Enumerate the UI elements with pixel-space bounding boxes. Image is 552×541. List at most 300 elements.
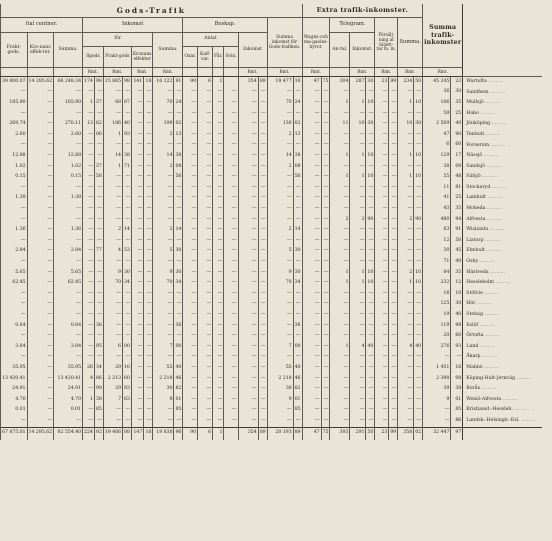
station-label: Sandsjö (466, 163, 485, 169)
table-cell: — (198, 257, 213, 268)
table-cell: — (131, 257, 143, 268)
unit-cell: Rmt. (153, 68, 183, 77)
table-cell: — (224, 268, 238, 279)
table-cell: — (375, 141, 389, 152)
table-cell: 136 (267, 119, 293, 130)
table-cell: 3.84 (1, 342, 28, 353)
table-cell: 13 (83, 119, 95, 130)
table-cell: — (213, 321, 224, 332)
extra-traffic-heading: Extra trafik-inkomster. (302, 4, 423, 18)
table-cell: — (238, 342, 258, 353)
leader-dots: .......... (480, 174, 498, 180)
table-cell: — (1, 109, 28, 120)
table-cell: 30 (414, 119, 423, 130)
table-cell: 2 218 (153, 374, 174, 385)
table-cell: — (350, 88, 366, 99)
table-cell: 174 (83, 77, 95, 88)
table-cell: 70 (153, 278, 174, 289)
table-cell: — (131, 278, 143, 289)
table-cell: — (198, 98, 213, 109)
table-cell: — (1, 236, 28, 247)
table-cell: — (414, 247, 423, 258)
table-cell: — (213, 204, 224, 215)
table-cell: — (27, 225, 54, 236)
station-name (463, 130, 542, 141)
table-cell: — (144, 342, 153, 353)
station-label: Moheda (466, 206, 486, 212)
unit-cell: Rmt. (302, 68, 330, 77)
table-cell: — (389, 257, 398, 268)
svin-header: Svin. (224, 47, 238, 68)
table-cell: — (131, 352, 143, 363)
table-cell: 1 (330, 268, 350, 279)
table-cell: — (27, 257, 54, 268)
table-cell: — (366, 236, 375, 247)
table-cell: 23 (375, 427, 389, 440)
table-cell: — (174, 352, 183, 363)
table-cell: 185.90 (1, 98, 28, 109)
table-cell: 1 (350, 151, 366, 162)
station-name (463, 225, 542, 236)
table-cell: — (330, 289, 350, 300)
table-cell: — (330, 299, 350, 310)
table-cell: — (375, 98, 389, 109)
table-cell: — (94, 236, 103, 247)
table-cell: — (414, 374, 423, 385)
table-cell: — (330, 363, 350, 374)
table-cell: — (1, 88, 28, 99)
table-cell: — (258, 331, 267, 342)
table-cell: — (131, 363, 143, 374)
table-cell: — (103, 405, 122, 416)
table-cell: — (302, 363, 321, 374)
table-cell: — (198, 395, 213, 406)
table-cell: — (198, 194, 213, 205)
table-cell: 7 (153, 342, 174, 353)
leader-dots: .......... (489, 142, 506, 148)
table-cell: — (398, 416, 414, 427)
table-cell: — (213, 88, 224, 99)
station-name (463, 247, 542, 258)
table-cell: 1 (398, 172, 414, 183)
leader-dots: .......... (484, 163, 502, 169)
table-cell: 1 (103, 130, 122, 141)
table-cell: — (398, 405, 414, 416)
table-cell: — (375, 183, 389, 194)
table-cell: — (321, 384, 330, 395)
table-cell: — (144, 225, 153, 236)
table-cell: — (174, 204, 183, 215)
ledger-body (1, 77, 542, 440)
table-cell: — (224, 416, 238, 427)
table-cell: 12.88 (1, 151, 28, 162)
table-cell: 89 (258, 427, 267, 440)
table-cell: — (238, 310, 258, 321)
table-cell: — (350, 130, 366, 141)
table-cell: — (198, 151, 213, 162)
table-cell: 141 (131, 77, 143, 88)
table-cell: — (258, 162, 267, 173)
table-cell: 186 (103, 119, 122, 130)
table-cell: — (398, 374, 414, 385)
table-cell: — (83, 236, 95, 247)
table-cell: 13 (293, 130, 302, 141)
table-cell: 37 (94, 98, 103, 109)
table-cell: — (213, 289, 224, 300)
table-cell: 1 (398, 151, 414, 162)
table-cell: 25 (451, 194, 463, 205)
table-cell: — (213, 331, 224, 342)
table-cell: 71 (122, 162, 131, 173)
table-cell: — (183, 405, 198, 416)
table-cell: 34 (94, 363, 103, 374)
table-cell: 50 (451, 236, 463, 247)
table-cell: — (258, 395, 267, 406)
station-name (463, 289, 542, 300)
table-cell: — (366, 88, 375, 99)
table-cell: — (1, 310, 28, 321)
table-cell: — (366, 395, 375, 406)
table-cell: — (131, 88, 143, 99)
table-cell: — (414, 257, 423, 268)
table-cell: — (321, 183, 330, 194)
table-row (1, 416, 542, 427)
station-label: Wislanda (466, 227, 489, 233)
table-cell: — (375, 119, 389, 130)
table-cell: — (94, 151, 103, 162)
table-cell: — (144, 109, 153, 120)
table-cell: 1 (350, 172, 366, 183)
table-cell: — (350, 257, 366, 268)
leader-dots: .......... (515, 375, 532, 381)
table-cell: — (131, 194, 143, 205)
table-row (1, 395, 542, 406)
table-cell: 0.64 (1, 321, 28, 332)
table-cell: — (224, 194, 238, 205)
table-cell: — (27, 321, 54, 332)
table-cell: 81 (451, 183, 463, 194)
weight-group-heading: ital centner. (1, 18, 83, 33)
table-cell: — (238, 395, 258, 406)
unit-cell (330, 68, 350, 77)
table-cell: — (83, 130, 95, 141)
table-cell: — (302, 374, 321, 385)
table-cell: — (389, 278, 398, 289)
table-cell: 66 248.34 (54, 77, 83, 88)
station-label: Lamhult (466, 195, 487, 201)
table-cell: — (302, 342, 321, 353)
table-cell: — (238, 151, 258, 162)
table-cell: — (198, 374, 213, 385)
table-cell: — (321, 204, 330, 215)
table-cell: — (267, 183, 293, 194)
table-cell: — (224, 88, 238, 99)
table-cell: — (350, 194, 366, 205)
table-row (1, 257, 542, 268)
table-cell: 16 (144, 427, 153, 440)
table-cell: — (330, 374, 350, 385)
station-label: Habo (466, 110, 479, 116)
table-cell: 85 (174, 405, 183, 416)
table-cell: — (103, 289, 122, 300)
table-cell: — (302, 119, 321, 130)
table-cell: 0.01 (1, 405, 28, 416)
table-cell: 02 (414, 427, 423, 440)
table-cell: — (144, 141, 153, 152)
leader-dots: .......... (485, 248, 502, 254)
table-cell: — (213, 151, 224, 162)
table-cell: — (54, 257, 83, 268)
station-name (463, 183, 542, 194)
table-cell: 89 (293, 427, 302, 440)
table-cell: — (389, 119, 398, 130)
table-cell: 10 (350, 119, 366, 130)
telegram-count-header: An-tal. (330, 33, 350, 68)
table-cell: — (83, 247, 95, 258)
table-cell: — (224, 215, 238, 226)
table-cell: — (103, 236, 122, 247)
table-cell: 32 447 (423, 427, 451, 440)
table-cell: — (27, 363, 54, 374)
table-cell: — (321, 109, 330, 120)
table-cell: — (144, 289, 153, 300)
table-cell: — (302, 352, 321, 363)
table-cell: — (398, 194, 414, 205)
table-cell: 60 (122, 374, 131, 385)
table-cell: — (350, 109, 366, 120)
table-row (1, 384, 542, 395)
table-cell: — (414, 352, 423, 363)
station-name (463, 119, 542, 130)
table-cell: — (375, 363, 389, 374)
table-cell: — (293, 215, 302, 226)
table-cell: — (131, 183, 143, 194)
table-cell: — (321, 215, 330, 226)
table-cell: — (224, 151, 238, 162)
table-cell: — (122, 331, 131, 342)
table-cell: — (389, 172, 398, 183)
table-cell: 9 (423, 395, 451, 406)
table-cell: 00 (122, 342, 131, 353)
table-cell: — (238, 204, 258, 215)
table-cell: 95 (94, 342, 103, 353)
table-cell: — (83, 204, 95, 215)
table-cell: — (398, 321, 414, 332)
table-row (1, 289, 542, 300)
totals-station-cell (463, 427, 542, 440)
table-cell: — (213, 236, 224, 247)
table-cell: — (330, 405, 350, 416)
table-cell: 2 398 (423, 374, 451, 385)
table-cell: — (198, 321, 213, 332)
table-cell: — (153, 352, 174, 363)
table-cell: — (213, 310, 224, 321)
antal-label: Antal (183, 33, 238, 47)
table-cell: 6 (423, 141, 451, 152)
table-cell: — (94, 183, 103, 194)
station-label: Sandhem (466, 89, 489, 95)
leader-dots: .......... (488, 89, 505, 95)
table-cell: 1.38 (1, 194, 28, 205)
table-cell: — (398, 141, 414, 152)
table-cell: — (293, 236, 302, 247)
table-cell: 1 (83, 98, 95, 109)
table-cell: — (144, 119, 153, 130)
table-cell: — (238, 331, 258, 342)
table-cell: — (213, 225, 224, 236)
table-cell: — (267, 194, 293, 205)
table-cell (224, 77, 238, 88)
table-cell: — (198, 278, 213, 289)
table-cell: — (258, 321, 267, 332)
table-cell: — (350, 384, 366, 395)
table-cell: — (258, 363, 267, 374)
table-cell: 14 (267, 151, 293, 162)
table-cell: — (131, 172, 143, 183)
leader-dots: .......... (484, 131, 501, 137)
table-cell: — (293, 289, 302, 300)
table-cell: — (27, 310, 54, 321)
table-cell: — (258, 236, 267, 247)
station-label: Alfvesta (466, 216, 486, 222)
table-cell: 83 (423, 225, 451, 236)
table-cell: — (213, 247, 224, 258)
table-cell: — (267, 172, 293, 183)
table-cell: — (330, 183, 350, 194)
table-row (1, 119, 542, 130)
table-cell: — (414, 225, 423, 236)
table-cell: 2 213 (103, 374, 122, 385)
table-cell: — (144, 236, 153, 247)
table-cell: — (103, 352, 122, 363)
table-cell: — (389, 289, 398, 300)
goods-traffic-heading: Gods-Trafik (1, 4, 303, 18)
table-cell: — (398, 395, 414, 406)
table-cell: — (398, 363, 414, 374)
far-header: Får. (213, 47, 224, 68)
table-cell: — (321, 416, 330, 427)
table-cell: — (258, 204, 267, 215)
table-cell: — (198, 405, 213, 416)
table-cell: — (144, 405, 153, 416)
table-cell: 24 (174, 98, 183, 109)
table-cell: — (213, 299, 224, 310)
table-cell: — (330, 416, 350, 427)
table-cell: — (54, 299, 83, 310)
table-cell: 30 (293, 268, 302, 279)
table-cell: 98 (451, 321, 463, 332)
table-cell: 9 (267, 395, 293, 406)
table-row (1, 225, 542, 236)
table-cell: — (398, 352, 414, 363)
leader-dots: .......... (480, 354, 497, 360)
table-cell: — (83, 109, 95, 120)
table-cell: — (153, 289, 174, 300)
table-row (1, 331, 542, 342)
table-row (1, 204, 542, 215)
table-cell: — (122, 172, 131, 183)
table-cell: — (375, 342, 389, 353)
table-cell: — (131, 321, 143, 332)
table-cell: — (94, 310, 103, 321)
station-label: Säfsjö (466, 174, 481, 180)
table-cell: — (375, 151, 389, 162)
table-cell: — (350, 363, 366, 374)
table-cell: 00 (293, 342, 302, 353)
table-cell: — (94, 257, 103, 268)
table-cell: 30 (267, 384, 293, 395)
table-cell: 2 (350, 215, 366, 226)
table-cell: 77 (94, 247, 103, 258)
table-cell: — (330, 194, 350, 205)
table-cell: — (122, 299, 131, 310)
table-cell: 50 (366, 427, 375, 440)
table-cell: — (224, 310, 238, 321)
unit-cell (1, 68, 28, 77)
table-cell: — (83, 225, 95, 236)
table-cell: 2 (267, 130, 293, 141)
for-label: för (83, 33, 153, 47)
table-cell: — (27, 204, 54, 215)
table-cell: — (183, 225, 198, 236)
table-cell: — (258, 416, 267, 427)
table-cell: — (27, 215, 54, 226)
table-row (1, 141, 542, 152)
table-cell: 1 (330, 98, 350, 109)
table-cell: 12 (423, 236, 451, 247)
table-cell: — (144, 183, 153, 194)
table-cell: — (183, 299, 198, 310)
table-cell: 1 451 (423, 363, 451, 374)
table-cell: 47 (302, 427, 321, 440)
table-cell: — (174, 141, 183, 152)
table-cell: 1 (330, 151, 350, 162)
table-cell: — (224, 257, 238, 268)
table-cell: — (238, 236, 258, 247)
table-cell: — (83, 321, 95, 332)
table-cell: 14 295.62 (27, 427, 54, 440)
table-row (1, 342, 542, 353)
table-cell: 86 (94, 374, 103, 385)
table-cell: — (183, 204, 198, 215)
table-cell: 6 (103, 342, 122, 353)
table-cell: — (131, 384, 143, 395)
table-cell: — (302, 395, 321, 406)
table-cell: — (198, 119, 213, 130)
table-cell: — (198, 384, 213, 395)
table-cell: 1 (103, 162, 122, 173)
table-cell: — (198, 88, 213, 99)
table-cell: 99 (389, 77, 398, 88)
table-cell: 125 (423, 299, 451, 310)
table-cell: 0.64 (54, 321, 83, 332)
table-cell: 14 (293, 225, 302, 236)
table-cell: — (375, 278, 389, 289)
table-cell: — (122, 88, 131, 99)
table-cell: — (414, 183, 423, 194)
table-cell: — (27, 109, 54, 120)
table-cell: — (224, 119, 238, 130)
table-cell: — (238, 98, 258, 109)
table-cell: — (224, 236, 238, 247)
table-cell: 35 (451, 98, 463, 109)
table-cell: — (330, 321, 350, 332)
station-name (463, 299, 542, 310)
table-cell: 90 (414, 215, 423, 226)
table-cell: — (54, 289, 83, 300)
table-cell: — (258, 352, 267, 363)
table-cell: — (183, 98, 198, 109)
